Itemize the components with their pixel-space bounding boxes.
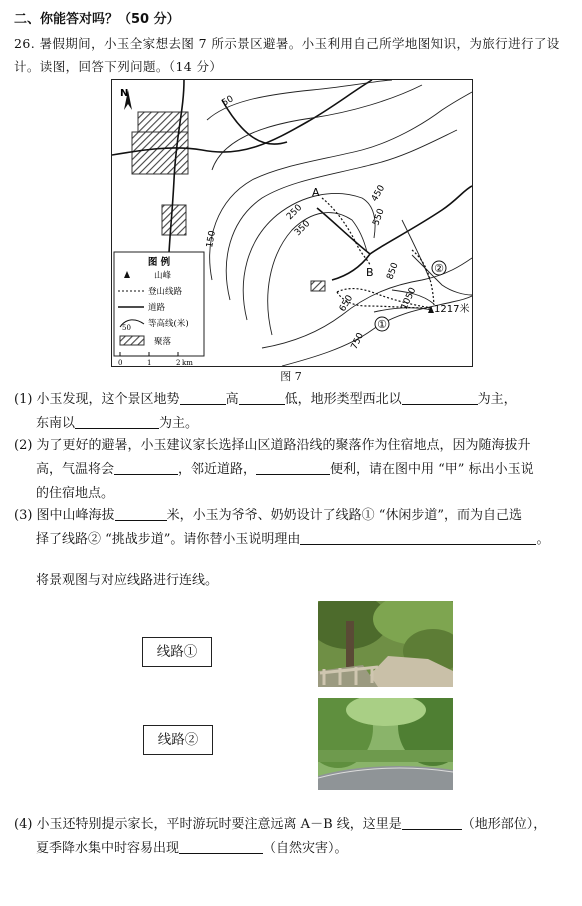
- q3-text: 择了线路② “挑战步道”。请你替小玉说明理由: [36, 532, 301, 547]
- landscape-photo-2[interactable]: [318, 698, 453, 790]
- scale-tick: 2: [176, 359, 181, 366]
- figure-caption: 图 7: [280, 370, 302, 383]
- q4-blank-1[interactable]: [402, 815, 462, 830]
- q4-text: (4) 小玉还特别提示家长，平时游玩时要注意远离 A－B 线，这里是: [14, 817, 402, 832]
- route-2-box[interactable]: 线路②: [143, 725, 213, 755]
- question-intro-text: 暑假期间，小玉全家想去图 7 所示景区避暑。小玉利用自己所学地图知识，为旅行进行了设计。读图，回答下列问题。（14 分）: [14, 36, 560, 74]
- contour-label: 150: [205, 229, 218, 249]
- q1-blank-2[interactable]: [239, 390, 285, 405]
- contour-label: 550: [371, 207, 387, 228]
- q3-text: 米，小玉为爷爷、奶奶设计了线路① “休闲步道”，而为自己选: [166, 508, 522, 523]
- north-arrow-icon: [120, 88, 132, 110]
- q1-text: (1) 小玉发现，这个景区地势: [14, 392, 180, 407]
- legend-item: 聚落: [154, 337, 172, 347]
- route-1-box[interactable]: 线路①: [142, 637, 212, 667]
- map-legend: [114, 252, 204, 366]
- contour-label: 50: [220, 94, 236, 109]
- contour-label: 850: [385, 261, 401, 282]
- contour-label: 250: [285, 202, 305, 223]
- settlement-3: [162, 205, 186, 235]
- q1-text: 为主，: [477, 392, 517, 407]
- q4-text: 夏季降水集中时容易出现: [36, 841, 180, 856]
- route-2-marker-label: ②: [434, 262, 444, 275]
- q3-blank-1[interactable]: [115, 506, 167, 521]
- peak-label: 1217米: [434, 304, 470, 315]
- legend-item: 山峰: [154, 271, 172, 281]
- question-2: [14, 434, 574, 506]
- legend-item: 登山线路: [148, 287, 183, 297]
- q1-text: 为主。: [159, 416, 199, 431]
- contour-label: 750: [349, 331, 366, 352]
- q2-text: (2) 为了更好的避暑，小玉建议家长选择山区道路沿线的聚落作为住宿地点，因为随海拔升: [14, 438, 531, 453]
- contour-labels: [205, 94, 418, 351]
- q2-text: 的住宿地点。: [36, 486, 115, 501]
- q1-blank-4[interactable]: [75, 414, 159, 429]
- contour-label: 1050: [399, 286, 419, 312]
- route-1-marker-label: ①: [377, 318, 387, 331]
- q4-blank-2[interactable]: [179, 839, 263, 854]
- legend-settlement-icon: [120, 336, 144, 345]
- section-title: 二、你能答对吗？（50 分）: [14, 12, 180, 27]
- settlement-4: [311, 281, 325, 291]
- q1-blank-1[interactable]: [180, 390, 226, 405]
- legend-item: 道路: [148, 303, 166, 313]
- contour-label: 350: [293, 218, 313, 239]
- landscape-photo-2-image: [318, 698, 453, 790]
- landscape-photo-1[interactable]: [318, 601, 453, 687]
- q4-text: （自然灾害）。: [263, 841, 348, 856]
- q3-blank-2[interactable]: [300, 530, 536, 545]
- roads: [112, 80, 472, 280]
- point-b-label: B: [366, 266, 374, 279]
- landscape-photo-1-image: [318, 601, 453, 687]
- q1-text: 低，地形类型西北以: [284, 392, 402, 407]
- q1-blank-3[interactable]: [402, 390, 478, 405]
- legend-contour-sample: 50: [122, 324, 131, 332]
- settlement-2: [132, 132, 188, 174]
- topographic-map: [111, 79, 473, 367]
- contour-lines: [207, 80, 472, 366]
- q1-text: 东南以: [36, 416, 76, 431]
- point-a-label: A: [312, 186, 320, 199]
- q2-blank-1[interactable]: [114, 460, 178, 475]
- q2-blank-2[interactable]: [256, 460, 330, 475]
- map-canvas: [112, 80, 472, 366]
- scale-unit: km: [182, 359, 193, 366]
- question-3: [14, 504, 574, 552]
- q4-text: （地形部位），: [461, 817, 547, 832]
- legend-title: 图 例: [147, 257, 171, 268]
- question-1: [14, 388, 574, 436]
- q3-text: 。: [536, 532, 550, 547]
- contour-label: 650: [337, 293, 356, 314]
- contour-label: 450: [369, 183, 388, 204]
- north-label: N: [120, 88, 129, 99]
- q2-text: 便利，请在图中用 “甲” 标出小玉说: [330, 462, 534, 477]
- scale-tick: 1: [147, 359, 152, 366]
- q2-text: ，邻近道路，: [178, 462, 257, 477]
- q2-text: 高，气温将会: [36, 462, 115, 477]
- scale-tick: 0: [118, 359, 123, 366]
- matching-instruction: 将景观图与对应线路进行连线。: [36, 573, 219, 588]
- q1-text: 高: [225, 392, 239, 407]
- question-intro: [14, 32, 570, 78]
- question-number: 26.: [14, 36, 36, 51]
- question-4: [14, 813, 574, 861]
- legend-item: 等高线(米): [148, 319, 189, 329]
- q3-text: (3) 图中山峰海拔: [14, 508, 115, 523]
